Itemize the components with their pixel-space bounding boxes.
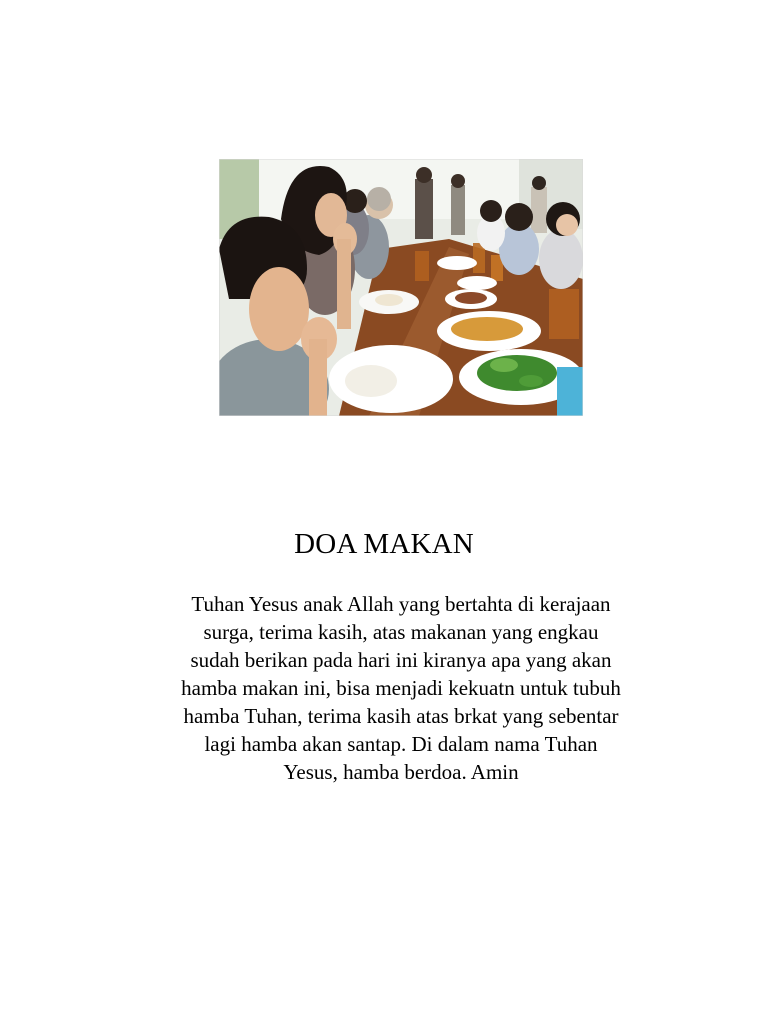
prayer-line: Tuhan Yesus anak Allah yang bertahta di kerajaan (191, 592, 611, 616)
prayer-line: sudah berikan pada hari ini kiranya apa yang akan (190, 648, 612, 672)
prayer-line: Yesus, hamba berdoa. Amin (283, 760, 519, 784)
prayer-line: hamba Tuhan, terima kasih atas brkat yang sebentar (183, 704, 619, 728)
prayer-line: hamba makan ini, bisa menjadi kekuatn untuk tubuh (181, 676, 621, 700)
photo-illustration (219, 159, 583, 416)
page-title: DOA MAKAN (294, 528, 474, 560)
prayer-line: surga, terima kasih, atas makanan yang engkau (203, 620, 599, 644)
family-praying-photo (219, 159, 583, 416)
prayer-text (118, 590, 684, 786)
prayer-line: lagi hamba akan santap. Di dalam nama Tuhan (204, 732, 598, 756)
